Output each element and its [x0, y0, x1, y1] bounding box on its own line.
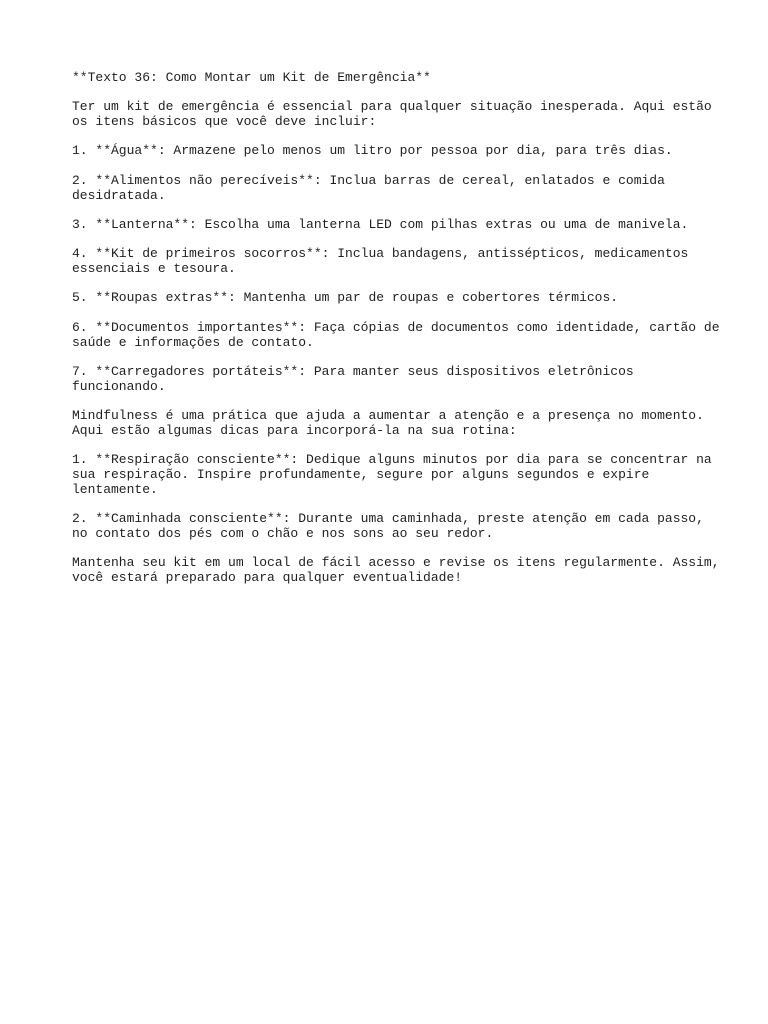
document-body: [72, 70, 720, 600]
closing-line: Mantenha seu kit em um local de fácil acesso e revise os itens regularmente. Assim,: [72, 555, 720, 571]
kit-item-agua: [72, 144, 712, 159]
title-line: **Texto 36: Como Montar um Kit de Emergência**: [72, 70, 431, 85]
mindfulness-intro-line: Aqui estão algumas dicas para incorporá-la na sua rotina:: [72, 422, 517, 438]
intro-paragraph: [72, 100, 712, 129]
kit-item-line: 3. **Lanterna**: Escolha uma lanterna LED com pilhas extras ou uma de manivela.: [72, 216, 689, 232]
closing-line: você estará preparado para qualquer eventualidade!: [72, 569, 463, 585]
kit-item-carregadores: [72, 365, 712, 394]
kit-item-line: essenciais e tesoura.: [72, 261, 236, 277]
kit-item-line: 2. **Alimentos não perecíveis**: Inclua barras de cereal, enlatados e comida: [72, 172, 665, 188]
mindfulness-item-line: 2. **Caminhada consciente**: Durante uma caminhada, preste atenção em cada passo,: [72, 510, 704, 526]
kit-item-line: 4. **Kit de primeiros socorros**: Inclua bandagens, antissépticos, medicamentos: [72, 246, 689, 262]
kit-item-line: desidratada.: [72, 187, 166, 203]
mindfulness-intro-line: Mindfulness é uma prática que ajuda a aumentar a atenção e a presença no momento.: [72, 408, 704, 424]
mindfulness-item-line: lentamente.: [72, 481, 158, 497]
kit-item-line: 1. **Água**: Armazene pelo menos um litro por pessoa por dia, para três dias.: [72, 143, 673, 159]
kit-item-line: funcionando.: [72, 378, 166, 394]
kit-item-lanterna: [72, 218, 712, 233]
mindfulness-item-respiracao: [72, 453, 712, 497]
intro-line: Ter um kit de emergência é essencial para qualquer situação inesperada. Aqui estão: [72, 99, 712, 115]
kit-item-line: 5. **Roupas extras**: Mantenha um par de roupas e cobertores térmicos.: [72, 290, 619, 306]
mindfulness-item-line: 1. **Respiração consciente**: Dedique alguns minutos por dia para se concentrar na: [72, 452, 712, 468]
kit-item-roupas: [72, 291, 712, 306]
kit-item-line: saúde e informações de contato.: [72, 334, 314, 350]
mindfulness-intro-paragraph: [72, 409, 712, 438]
mindfulness-item-line: no contato dos pés com o chão e nos sons ao seu redor.: [72, 525, 494, 541]
document-title: [72, 71, 712, 86]
kit-item-line: 6. **Documentos importantes**: Faça cópias de documentos como identidade, cartão de: [72, 319, 720, 335]
kit-item-documentos: [72, 319, 720, 350]
kit-item-alimentos: [72, 174, 712, 203]
intro-line: os itens básicos que você deve incluir:: [72, 114, 377, 130]
mindfulness-item-line: sua respiração. Inspire profundamente, segure por alguns segundos e expire: [72, 466, 650, 482]
closing-paragraph: [72, 555, 720, 585]
kit-item-primeiros-socorros: [72, 247, 712, 276]
mindfulness-item-caminhada: [72, 512, 712, 541]
kit-item-line: 7. **Carregadores portáteis**: Para manter seus dispositivos eletrônicos: [72, 363, 634, 379]
